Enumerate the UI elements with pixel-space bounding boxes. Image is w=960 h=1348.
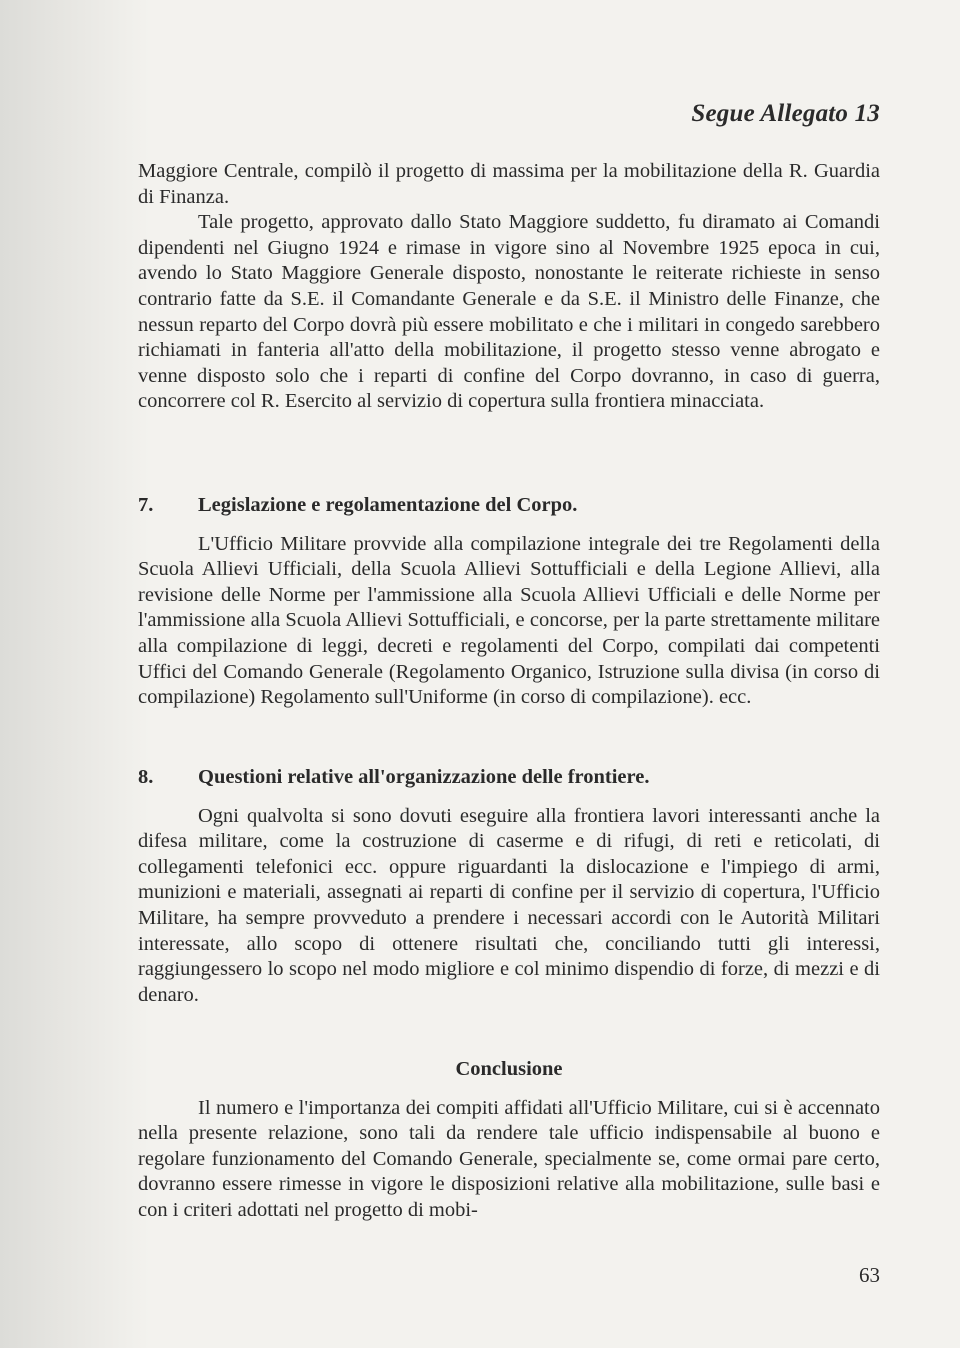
paragraph-mobilization-project: Tale progetto, approvato dallo Stato Maggiore suddetto, fu diramato ai Comandi dipendenti nel Giugno 1924 e rimase in vigore sino al Novembre 1925 epoca in cui, avendo lo Stato Maggiore Generale disposto, nonostante le reiterate richieste in senso contrario fatte da S.E. il Comandante Generale e da S.E. il Ministro delle Finanze, che nessun reparto del Corpo dovrà più essere mobilitato e che i militari in congedo sarebbero richiamati in fanteria all'atto della mobilitazione, il progetto stesso venne abrogato e venne disposto solo che i reparti di confine del Corpo dovranno, in caso di guerra, concorrere col R. Esercito al servizio di copertura sulla frontiera minacciata. [138,211,880,413]
section-8-heading [138,765,880,791]
section-7-paragraph: L'Ufficio Militare provvide alla compilazione integrale dei tre Regolamenti della Scuola Allievi Ufficiali, della Scuola Allievi Sottufficiali e della Legione Allievi, alla revisione delle Norme per l'ammissione alla Scuola Allievi Ufficiali e delle Norme per l'ammissione alla Scuola Allievi Sottufficiali, e concorse, per la parte strettamente militare alla compilazione di leggi, decreti e regolamenti del Corpo, compilati dai competenti Uffici del Comando Generale (Regolamento Organico, Istruzione sulla divisa (in corso di compilazione) Regolamento sull'Uniforme (in corso di compilazione). ecc. [138,532,880,709]
section-7-number: 7. [138,494,154,516]
conclusion-paragraph: Il numero e l'importanza dei compiti affidati all'Ufficio Militare, cui si è accennato nella presente relazione, sono tali da rendere tale ufficio indispensabile al buono e regolare funzionamento del Comando Generale, specialmente se, come ormai pare certo, dovranno essere rimesse in vigore le disposizioni relative alla mobilitazione, sulle basi e con i criteri adottati nel progetto di mobi- [138,1096,880,1221]
conclusion-heading: Conclusione [455,1058,563,1080]
conclusion-section [138,1057,880,1224]
running-head: Segue Allegato 13 [691,100,880,127]
section-8-title: Questioni relative all'organizzazione delle frontiere. [198,766,650,788]
section-8-number: 8. [138,766,154,788]
opening-text-block [138,159,880,415]
section-7 [138,493,880,711]
section-8-paragraph: Ogni qualvolta si sono dovuti eseguire alla frontiera lavori interessanti anche la difesa militare, come la costruzione di caserme e di rifugi, di reti e reticolati, di collegamenti telefonici ecc. oppure riguardanti la dislocazione e l'impiego di armi, munizioni e materiali, assegnati ai reparti di confine per il servizio di copertura, l'Ufficio Militare, ha sempre provveduto a prendere i necessari accordi con le Autorità Militari interessate, allo scopo di ottenere risultati che, conciliando tutti gli interessi, raggiungessero lo scopo nel modo migliore e col minimo dispendio di forze, di mezzi e di denaro. [138,804,880,1006]
section-7-title: Legislazione e regolamentazione del Corpo. [198,494,578,516]
section-7-heading [138,493,880,519]
section-8 [138,765,880,1008]
continuation-paragraph: Maggiore Centrale, compilò il progetto di massima per la mobilitazione della R. Guardia di Finanza. [138,160,880,208]
page-number: 63 [859,1263,880,1287]
